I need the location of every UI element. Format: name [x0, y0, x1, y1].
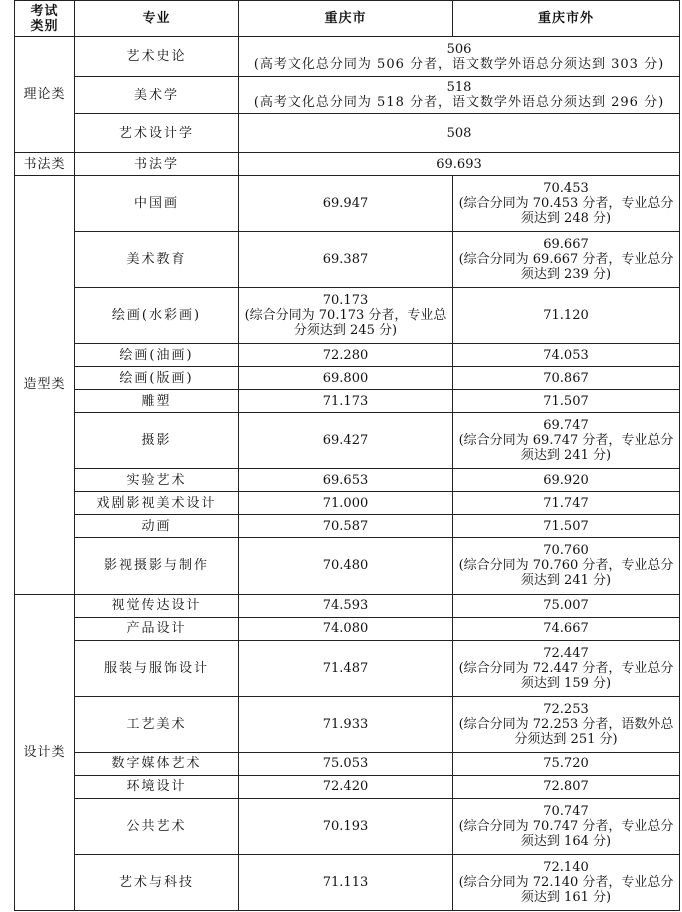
category-cell: 设计类: [15, 594, 75, 910]
local-score-cell: 71.487: [239, 640, 453, 696]
table-row: [15, 515, 680, 538]
outside-score-cell: 70.747 (综合分同为 70.747 分者，专业总分须达到 164 分): [453, 798, 680, 854]
major-cell: 美术教育: [75, 232, 239, 288]
table-row: [15, 413, 680, 469]
major-cell: 工艺美术: [75, 696, 239, 752]
merged-score-cell: 508: [239, 114, 680, 153]
table-row: [15, 390, 680, 413]
local-score-cell: 71.113: [239, 854, 453, 910]
table-row: [15, 640, 680, 696]
local-score-cell: 69.947: [239, 176, 453, 232]
outside-score-cell: 74.053: [453, 344, 680, 367]
local-score-cell: 70.587: [239, 515, 453, 538]
major-cell: 艺术与科技: [75, 854, 239, 910]
outside-score-cell: 75.007: [453, 594, 680, 617]
merged-score-cell: 506 (高考文化总分同为 506 分者，语文数学外语总分须达到 303 分): [239, 37, 680, 77]
table-row: [15, 344, 680, 367]
outside-score-cell: 70.760 (综合分同为 70.760 分者，专业总分须达到 241 分): [453, 538, 680, 594]
category-cell: 理论类: [15, 37, 75, 153]
major-cell: 艺术设计学: [75, 114, 239, 153]
outside-score-cell: 72.447 (综合分同为 72.447 分者，专业总分须达到 159 分): [453, 640, 680, 696]
header-chongqing: 重庆市: [239, 1, 453, 37]
table-row: [15, 617, 680, 640]
outside-score-cell: 71.120: [453, 288, 680, 344]
merged-score-cell: 69.693: [239, 153, 680, 176]
local-score-cell: 70.193: [239, 798, 453, 854]
local-score-cell: 74.080: [239, 617, 453, 640]
major-cell: 绘画(油画): [75, 344, 239, 367]
local-score-cell: 75.053: [239, 752, 453, 775]
outside-score-cell: 69.667 (综合分同为 69.667 分者，专业总分须达到 239 分): [453, 232, 680, 288]
category-cell: 造型类: [15, 176, 75, 594]
table-row: [15, 37, 680, 77]
table-row: [15, 854, 680, 910]
major-cell: 艺术史论: [75, 37, 239, 77]
major-cell: 数字媒体艺术: [75, 752, 239, 775]
table-row: [15, 469, 680, 492]
local-score-cell: 70.173 (综合分同为 70.173 分者，专业总分须达到 245 分): [239, 288, 453, 344]
major-cell: 美术学: [75, 77, 239, 114]
outside-score-cell: 72.807: [453, 775, 680, 798]
table-row: [15, 114, 680, 153]
table-row: [15, 492, 680, 515]
table-row: [15, 538, 680, 594]
major-cell: 绘画(水彩画): [75, 288, 239, 344]
outside-score-cell: 70.867: [453, 367, 680, 390]
outside-score-cell: 72.253 (综合分同为 72.253 分者，语数外总分须达到 251 分): [453, 696, 680, 752]
major-cell: 绘画(版画): [75, 367, 239, 390]
major-cell: 书法学: [75, 153, 239, 176]
local-score-cell: 71.173: [239, 390, 453, 413]
outside-score-cell: 71.507: [453, 515, 680, 538]
local-score-cell: 72.420: [239, 775, 453, 798]
outside-score-cell: 75.720: [453, 752, 680, 775]
local-score-cell: 69.427: [239, 413, 453, 469]
outside-score-cell: 70.453 (综合分同为 70.453 分者，专业总分须达到 248 分): [453, 176, 680, 232]
table-row: [15, 752, 680, 775]
admission-score-table: [14, 0, 680, 911]
local-score-cell: 70.480: [239, 538, 453, 594]
major-cell: 环境设计: [75, 775, 239, 798]
local-score-cell: 72.280: [239, 344, 453, 367]
major-cell: 视觉传达设计: [75, 594, 239, 617]
table-row: [15, 798, 680, 854]
major-cell: 公共艺术: [75, 798, 239, 854]
outside-score-cell: 71.507: [453, 390, 680, 413]
major-cell: 摄影: [75, 413, 239, 469]
merged-score-cell: 518 (高考文化总分同为 518 分者，语文数学外语总分须达到 296 分): [239, 77, 680, 114]
outside-score-cell: 69.747 (综合分同为 69.747 分者，专业总分须达到 241 分): [453, 413, 680, 469]
major-cell: 戏剧影视美术设计: [75, 492, 239, 515]
local-score-cell: 71.933: [239, 696, 453, 752]
major-cell: 动画: [75, 515, 239, 538]
header-major: 专业: [75, 1, 239, 37]
local-score-cell: 71.000: [239, 492, 453, 515]
table-row: [15, 367, 680, 390]
major-cell: 实验艺术: [75, 469, 239, 492]
local-score-cell: 69.387: [239, 232, 453, 288]
table-row: [15, 696, 680, 752]
table-row: [15, 153, 680, 176]
header-category: 考试 类别: [15, 1, 75, 37]
outside-score-cell: 72.140 (综合分同为 72.140 分者，专业总分须达到 161 分): [453, 854, 680, 910]
local-score-cell: 69.800: [239, 367, 453, 390]
outside-score-cell: 71.747: [453, 492, 680, 515]
header-outside-chongqing: 重庆市外: [453, 1, 680, 37]
local-score-cell: 74.593: [239, 594, 453, 617]
table-row: [15, 288, 680, 344]
outside-score-cell: 69.920: [453, 469, 680, 492]
table-row: [15, 77, 680, 114]
table-row: [15, 594, 680, 617]
major-cell: 中国画: [75, 176, 239, 232]
table-header-row: [15, 1, 680, 37]
table-row: [15, 775, 680, 798]
major-cell: 服装与服饰设计: [75, 640, 239, 696]
table-row: [15, 176, 680, 232]
category-cell: 书法类: [15, 153, 75, 176]
major-cell: 影视摄影与制作: [75, 538, 239, 594]
major-cell: 产品设计: [75, 617, 239, 640]
major-cell: 雕塑: [75, 390, 239, 413]
local-score-cell: 69.653: [239, 469, 453, 492]
outside-score-cell: 74.667: [453, 617, 680, 640]
table-row: [15, 232, 680, 288]
